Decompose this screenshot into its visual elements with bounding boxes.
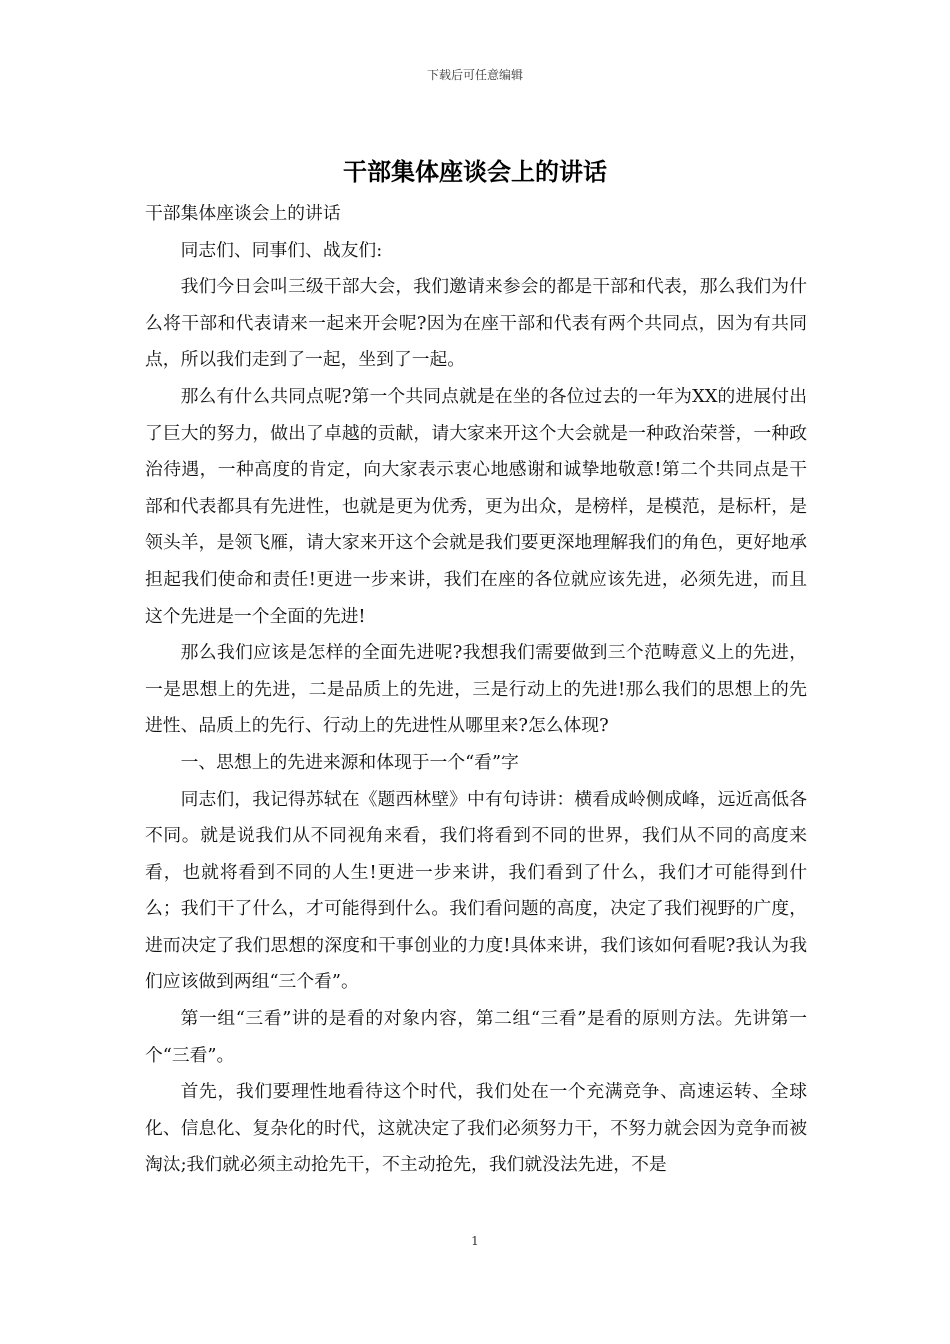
page-header: 下载后可任意编辑 [426, 68, 523, 82]
paragraph: 第一组“三看”讲的是看的对象内容，第二组“三看”是看的原则方法。先讲第一个“三看”。 [145, 1008, 807, 1066]
paragraph-salutation: 同志们、同事们、战友们: [180, 239, 383, 261]
page-number: 1 [471, 1234, 479, 1248]
document-body [145, 196, 807, 1184]
paragraph: 那么我们应该是怎样的全面先进呢?我想我们需要做到三个范畴意义上的先进，一是思想上的先进，二是品质上的先进，三是行动上的先进!那么我们的思想上的先进性、品质上的先行、行动上的先进性从哪里来?怎么体现? [145, 642, 807, 737]
paragraph: 同志们，我记得苏轼在《题西林壁》中有句诗讲：横看成岭侧成峰，远近高低各不同。就是说我们从不同视角来看，我们将看到不同的世界，我们从不同的高度来看，也就将看到不同的人生!更进一步来讲，我们看到了什么，我们才可能得到什么；我们干了什么，才可能得到什么。我们看问题的高度，决定了我们视野的广度，进而决定了我们思想的深度和干事创业的力度!具体来讲，我们该如何看呢?我认为我们应该做到两组“三个看”。 [145, 788, 807, 993]
section-heading: 一、思想上的先进来源和体现于一个“看”字 [180, 751, 519, 773]
paragraph-subtitle: 干部集体座谈会上的讲话 [145, 203, 341, 224]
paragraph: 首先，我们要理性地看待这个时代，我们处在一个充满竞争、高速运转、全球化、信息化、复杂化的时代，这就决定了我们必须努力干，不努力就会因为竞争而被淘汰;我们就必须主动抢先干，不主动抢先，我们就没法先进，不是 [145, 1081, 807, 1176]
paragraph: 那么有什么共同点呢?第一个共同点就是在坐的各位过去的一年为XX的进展付出了巨大的努力，做出了卓越的贡献，请大家来开这个大会就是一种政治荣誉，一种政治待遇，一种高度的肯定，向大家表示衷心地感谢和诚挚地敬意!第二个共同点是干部和代表都具有先进性，也就是更为优秀，更为出众，是榜样，是模范，是标杆，是领头羊，是领飞雁，请大家来开这个会就是我们要更深地理解我们的角色，更好地承担起我们使命和责任!更进一步来讲，我们在座的各位就应该先进，必须先进，而且这个先进是一个全面的先进! [145, 385, 807, 627]
paragraph: 我们今日会叫三级干部大会，我们邀请来参会的都是干部和代表，那么我们为什么将干部和代表请来一起来开会呢?因为在座干部和代表有两个共同点，因为有共同点，所以我们走到了一起，坐到了一起。 [145, 276, 807, 371]
document-title: 干部集体座谈会上的讲话 [343, 157, 607, 186]
